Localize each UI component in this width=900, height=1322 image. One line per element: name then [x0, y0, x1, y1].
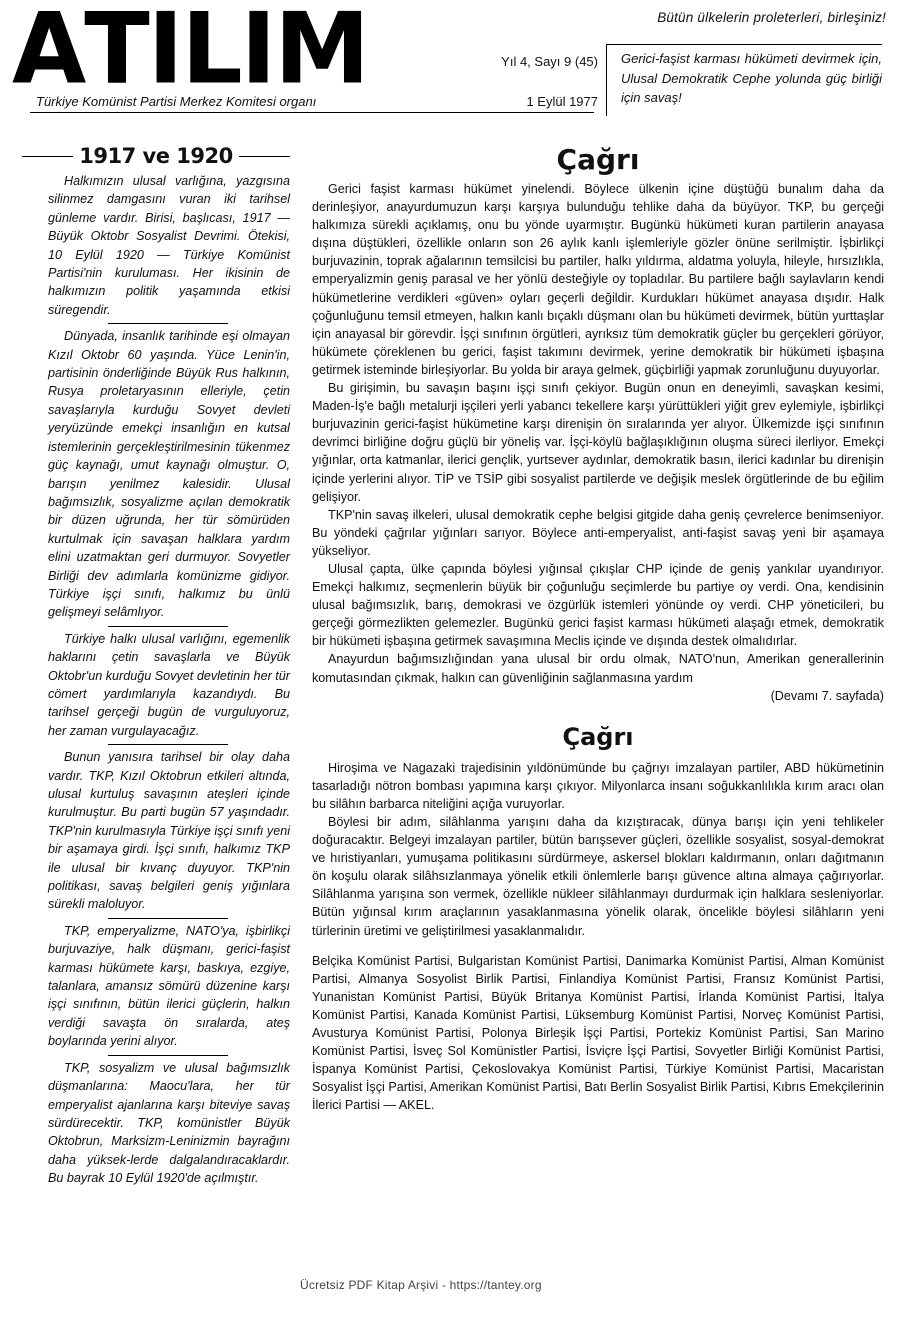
paragraph-divider: [108, 626, 228, 627]
signatory-parties: Belçika Komünist Partisi, Bulgaristan Komünist Partisi, Danimarka Komünist Partisi, Alman Komünist Partisi, Almanya Sosyolist Birlik Partisi, Finlandiya Komünist Partisi, Fransız Komünist Partisi, Yunanistan Komünist Partisi, Büyük Britanya Komünist Partisi, İrlanda Komünist Partisi, İtalya Komünist Partisi, Kanada Komünist Partisi, Lüksemburg Komünist Partisi, Norveç Komünist Partisi, Avusturya Komünist Partisi, Polonya Birleşik İşçi Partisi, Portekiz Komünist Partisi, San Marino Komünist Partisi, İsveç Sol Komünistler Partisi, İsviçre İşçi Partisi, Sovyetler Birliği Komünist Partisi, İspanya Komünist Partisi, Çekoslovakya Komünist Partisi, Türkiye Komünist Partisi, Macaristan Sosyalist İşçi Partisi, Amerikan Komünist Partisi, Batı Berlin Sosyalist Birlik Partisi, Kıbrıs Emekçilerinin İlerici Partisi — AKEL.: [312, 953, 884, 1113]
left-article-body: [22, 172, 290, 1188]
logo-letter: I: [240, 0, 275, 107]
logo-letter: L: [181, 0, 241, 107]
second-paragraph: Böylesi bir adım, silâhlanma yarışını daha da kızıştıracak, dünya barışı için yeni tehlikeler doğuracaktır. Belgeyi imzalayan partiler, bütün barışsever güçleri, özellikle sosyalist, sosyal-demokrat ve hıristiyanları, yumuşama politikasını sürdürmeye, askersel blokları kaldırmanın, onları dağıtmanın ön koşulu olarak silâhsızlanmaya yönelik etkili önlemlerle barışı güvence altına almaya çağırıyorlar. Silâhlanma yarışına son vermek, özellikle nükleer silâhlanmayı durdurmak için halklara sesleniyorlar. Bütün yığınsal kırım araçlarının yasaklanmasına yönelik olarak, öncelikle böylesi silâhların yeni türlerinin üretimi ve geliştirilmesi yasaklanmalıdır.: [312, 815, 884, 938]
title-rule-left: [22, 156, 73, 157]
logo-letter: I: [147, 0, 182, 107]
main-paragraph: Ulusal çapta, ülke çapında böylesi yığınsal çıkışlar CHP içinde de geniş yankılar uyandırıyor. Emekçi halkımız, seçmenlerin büyük bir çoğunluğu seçimlerde bu partiye oy verdi. Ona, kendisinin ulusal bağımsızlık, barış, demokrasi ve özgürlük istemleri yönünde oy verdi. CHP yöneticileri, bu gerçeği görmezlikten gelemezler. Bugünkü gerici faşist karması hükümeti alaşağı etmek, demokratik bir hükümeti işbaşına getirmek savaşımına Meclis içinde ve dışında destek olmalıdırlar.: [312, 561, 884, 649]
publication-organ: Türkiye Komünist Partisi Merkez Komitesi organı: [36, 94, 317, 109]
paragraph-divider: [108, 323, 228, 324]
title-rule-right: [239, 156, 290, 157]
left-paragraph: Dünyada, insanlık tarihinde eşi olmayan Kızıl Oktobr 60 yaşında. Yüce Lenin'in, partisinin önderliğinde Büyük Rus halkının, Rusya proletaryasının elleriyle, çetin savaşlarıyla kurduğu Sovyet devleti yeryüzünde emekçi insanlığın en kutsal istemlerinin gerçekleştirilmesinin tükenmez güç kaynağı, umut kaynağı olmuştur. O, barışın yenilmez kalesidir. Ulusal bağımsızlık, sosyalizme açılan demokratik bir düzen uğrunda, her tür sömürüden kurtulmak için savaşan halklara yardım elini uzatmaktan geri durmuyor. Sovyetler Birliği dev adımlarla komünizme gidiyor. Türkiye işçi sınıfı, halkımız bu ünlü gelişmeyi selâmlıyor.: [48, 329, 290, 620]
masthead-callout-text: Gerici-faşist karması hükümeti devirmek için, Ulusal Demokratik Cephe yolunda güç birliği için savaş!: [621, 51, 882, 105]
left-article: [22, 140, 290, 1188]
logo-letter: T: [84, 0, 148, 107]
main-paragraph: Bu girişimin, bu savaşın başını işçi sınıfı çekiyor. Bugün onun en deneyimli, savaşkan kesimi, Maden-İş'e bağlı metalurji işçileri yerli yabancı tekellere karşı yürüttükleri yiğit grev eylemiyle, işbirlikçi burjuvazinin gerici-faşist hükümetine karşı direnişin ön sıralarında yer alıyor. Ülkemizde işçi sınıfının devrimci birliğine doğru güçlü bir yöneliş var. İşçi-köylü bağlaşıklığının oluşma süreci ilerliyor. Emekçi yığınlar, orta katmanlar, ilerici gençlik, yurtsever aydınlar, demokratik basın, ilerici kadınlar bu direnişin içinde yerlerini alıyor. TİP ve TSİP gibi sosyalist partilerde ve değişik meslek örgütlerinde de bu eğilim gelişiyor.: [312, 381, 884, 504]
continued-note: (Devamı 7. sayfada): [770, 688, 884, 703]
paragraph-divider: [108, 744, 228, 745]
footer-watermark: Ücretsiz PDF Kitap Arşivi - https://tantey.org: [300, 1278, 542, 1292]
main-paragraph: Gerici faşist karması hükümet yinelendi. Böylece ülkenin içine düştüğü bunalım daha da derinleşiyor, anayurdumuzun karşı karşıya bulunduğu tehlike daha da büyüyor. TKP, bu gerçeği halkımıza sürekli açıklamış, onu bu yönde uyarmıştır. Bugünkü hükümeti kuran partilerin anayasa dışına düştükleri, özellikle onların son 26 aylık kanlı işlemleriyle gözler önüne serilmiştir. İşbirlikçi burjuvazinin, toprak ağalarının temsilcisi bu partiler, halkı yıldırma, aldatma yoluyla, hileyle, hırsızlıkla, emperyalizmin geniş parasal ve her yönlü desteğiyle oy topladılar. Bu partilere bağlı saylavların kendi hükümetlerine verdikleri «güven» oyları geçerli değildir. Kurdukları hükümet anayasa dışıdır. Halk çoğunluğunu temsil etmeyen, halkın kanlı bıçaklı düşmanı olan bu hükümeti devirmek, bütün yurttaşlar için anayasal bir görevdir. İşçi sınıfının örgütleri, ayrıksız tüm demokratik güçler bu gerçekleri görüyor, hükümete çöreklenen bu gerici, faşist takımını devirmek, yerine demokratik bir hükümeti işbaşına getirmek isteminde birleşiyorlar. Bu yolda bir araya gelmek, güçbirliği yapmak zorunluğunu duyuyorlar.: [312, 182, 884, 377]
left-article-header: [22, 140, 290, 172]
logo-letter: A: [12, 0, 85, 107]
issue-date: 1 Eylül 1977: [526, 94, 598, 109]
main-paragraph: Anayurdun bağımsızlığından yana ulusal bir ordu olmak, NATO'nun, Amerikan generallerinin komutasından çıkmak, halkın can güvenliğinin sağlanmasına yardım: [312, 652, 884, 685]
left-paragraph: TKP, emperyalizme, NATO'ya, işbirlikçi burjuvaziye, halk düşmanı, gerici-faşist karması hükümete karşı, baskıya, ezgiye, talanlara, amansız sömürü düzenine karşı işçi sınıfının, bütün ilerici güçlerin, halkın verdiği savaşta ön sıralarda, ateş boylarında yerini alıyor.: [48, 923, 290, 1049]
second-paragraph: Hiroşima ve Nagazaki trajedisinin yıldönümünde bu çağrıyı imzalayan partiler, ABD hükümetinin tasarladığı nötron bombası yapımına karşı çıkıyor. Milyonlarca insanı soğukkanlılıkla kırım aracı olan bu silâhın barbarca niteliğini açığa vuruyorlar.: [312, 760, 884, 811]
paragraph-divider: [108, 918, 228, 919]
left-paragraph: Bunun yanısıra tarihsel bir olay daha vardır. TKP, Kızıl Oktobrun etkileri altında, ulusal kurtuluş savaşının ateşleri içinde kurulmuştur. Bu parti bugün 57 yaşındadır. TKP'nin kurulmasıyla Türkiye işçi sınıfı yeni bir aşamaya girdi. İşçi sınıfı, halkımız TKP ile ulusal bir kıvanç duyuyor. TKP'nin politikası, savaş belgileri geniş yığınlara sürekli maloluyor.: [48, 750, 290, 912]
left-paragraph: TKP, sosyalizm ve ulusal bağımsızlık düşmanlarına: Maocu'lara, her tür emperyalist ajanlarına karşı biteviye savaş sürdürecektir. TKP, komünistler Büyük Oktobrun, Marksizm-Leninizmin bayrağını daha yüksek-lerde dalgalandıracaklardır. Bu bayrak 10 Eylül 1920'de açılmıştır.: [48, 1060, 290, 1186]
masthead-callout-box: [606, 44, 882, 116]
masthead-rule: [30, 112, 594, 113]
second-article-title: Çağrı: [562, 722, 634, 751]
main-article-title: Çağrı: [556, 143, 640, 176]
right-column: [312, 140, 884, 1115]
logo-letter: M: [274, 0, 368, 107]
left-article-title: 1917 ve 1920: [79, 144, 233, 168]
masthead-slogan: Bütün ülkelerin proleterleri, birleşiniz!: [657, 10, 886, 25]
main-paragraph: TKP'nin savaş ilkeleri, ulusal demokratik cephe belgisi gitgide daha geniş çevrelerce benimseniyor. Bu yöndeki çağrılar yığınları sarıyor. Böylece anti-emperyalist, anti-faşist savaş yeni bir aşamaya yükseliyor.: [312, 507, 884, 558]
issue-number: Yıl 4, Sayı 9 (45): [501, 54, 598, 69]
paragraph-divider: [108, 1055, 228, 1056]
left-paragraph: Halkımızın ulusal varlığına, yazgısına silinmez damgasını vuran iki tarihsel günleme vardır. Birisi, başlıcası, 1917 — Büyük Oktobr Sosyalist Devrimi. Ötekisi, 10 Eylül 1920 — Türkiye Komünist Partisi'nin kuruluması. Her ikisinin de halkımızın politik yaşamında etkisi süregendir.: [48, 174, 290, 317]
left-paragraph: Türkiye halkı ulusal varlığını, egemenlik haklarını çetin savaşlarla ve Büyük Oktobr'un kurduğu Sovyet devletinin her tür cömert yardımlarıyla kazandıydı. Bu tarihsel gerçeği bugün de vurguluyoruz, her zaman vurgulayacağız.: [48, 631, 290, 738]
